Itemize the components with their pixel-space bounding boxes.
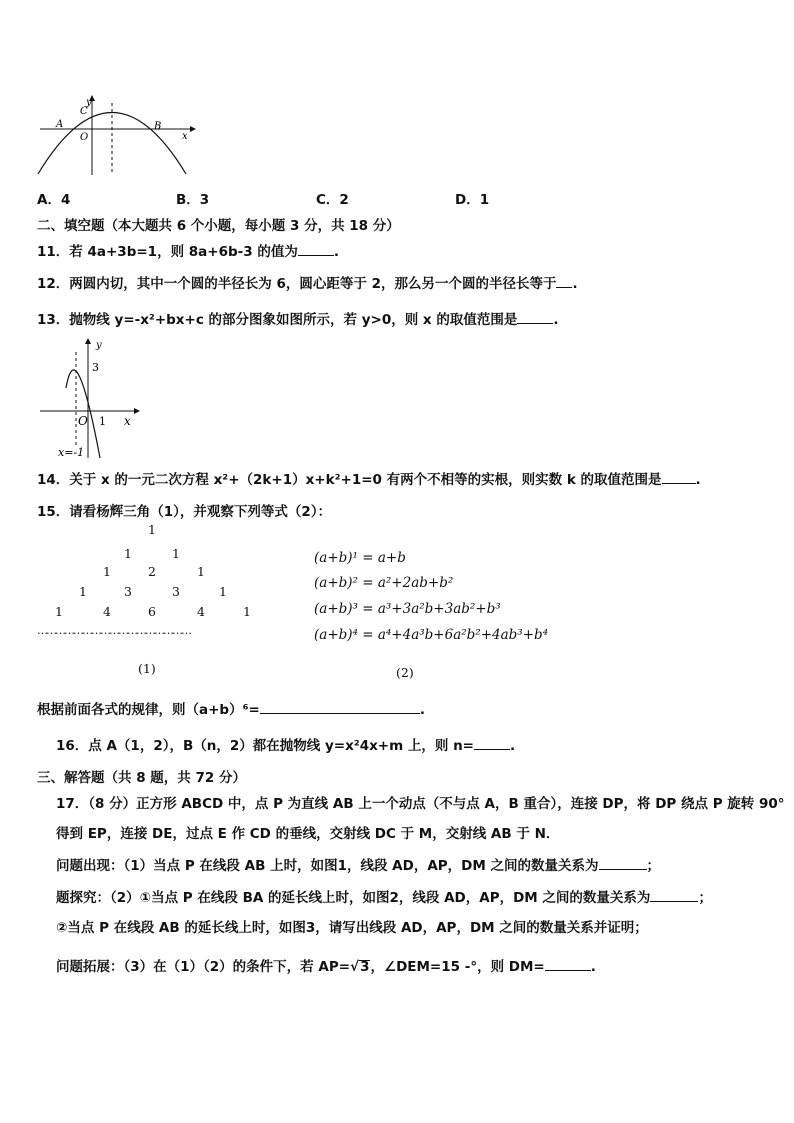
question-17-part-3-text-a: 问题拓展：（3）在（1）（2）的条件下，若 AP=	[56, 959, 351, 975]
option-a: A．4	[37, 192, 71, 208]
label-c: C	[80, 106, 88, 117]
question-17-part-2-text: 题探究：（2）①当点 P 在线段 BA 的延长线上时，如图2，线段 AD，AP，DM 之间的数量关系为	[56, 890, 651, 906]
question-17-part-2-tail: ；	[698, 890, 712, 906]
question-13-text: 13．抛物线 y=-x²+bx+c 的部分图象如图所示，若 y>0，则 x 的取值范围是	[37, 312, 518, 328]
triangle-row-4-item: 3	[124, 584, 132, 599]
question-17-line-2: 得到 EP，连接 DE，过点 E 作 CD 的垂线，交射线 DC 于 M，交射线 AB 于 N．	[56, 826, 560, 842]
question-17-part-3-text-b: ，∠DEM=15 -°，则 DM=	[370, 959, 545, 975]
triangle-row-5-item: 4	[103, 604, 111, 619]
triangle-row-2-item: 1	[172, 546, 180, 561]
question-13-tail: .	[553, 312, 559, 328]
label-y: y	[86, 97, 92, 108]
triangle-row-5-item: 4	[197, 604, 205, 619]
answer-blank-16	[474, 737, 510, 750]
y-axis-arrow	[85, 338, 91, 344]
question-15-rule-tail: .	[419, 702, 425, 718]
triangle-row-3-item: 1	[103, 564, 111, 579]
option-c: C．2	[316, 192, 349, 208]
label-three: 3	[92, 361, 99, 374]
parabola-graph-1	[36, 95, 196, 175]
question-17-part-3	[56, 955, 596, 975]
answer-blank-14	[662, 471, 696, 484]
parabola-graph-2	[36, 336, 146, 460]
answer-blank-11	[298, 243, 334, 256]
question-17-part-1	[56, 854, 660, 874]
answer-blank-17-1	[599, 857, 647, 870]
x-axis-arrow	[134, 408, 140, 414]
answer-blank-12	[556, 275, 572, 288]
triangle-continuation-dots: ……………………………………………	[37, 624, 190, 637]
answer-blank-13	[517, 311, 553, 324]
question-17-line-1: 17．（8 分）正方形 ABCD 中，点 P 为直线 AB 上一个动点（不与点 A，B 重合），连接 DP，将 DP 绕点 P 旋转 90°	[56, 796, 785, 812]
question-14	[37, 468, 701, 488]
section-3-heading: 三、解答题（共 8 题，共 72 分）	[37, 770, 246, 786]
question-16-tail: .	[510, 738, 516, 754]
answer-blank-15	[260, 701, 420, 714]
question-15-rule-text: 根据前面各式的规律，则（a+b）⁶=	[37, 702, 260, 718]
equation-3: (a+b)³ = a³+3a²b+3ab²+b³	[314, 601, 501, 617]
question-17-part-3-tail: .	[590, 959, 596, 975]
equation-4: (a+b)⁴ = a⁴+4a³b+6a²b²+4ab³+b⁴	[314, 627, 549, 643]
sqrt-symbol: √	[350, 959, 360, 975]
question-11-tail: .	[333, 244, 339, 260]
question-17-part-2b: ②当点 P 在线段 AB 的延长线上时，如图3，请写出线段 AD，AP，DM 之间的数量关系并证明；	[56, 920, 648, 936]
triangle-row-3-item: 2	[148, 564, 156, 579]
equation-1: (a+b)¹ = a+b	[314, 550, 406, 566]
label-o: O	[80, 132, 89, 143]
triangle-row-4-item: 1	[219, 584, 227, 599]
triangle-row-5-item: 6	[148, 604, 156, 619]
triangle-row-1-item: 1	[148, 522, 156, 537]
question-12-tail: .	[572, 276, 578, 292]
label-a: A	[56, 119, 64, 130]
triangle-row-5-item: 1	[243, 604, 251, 619]
label-b: B	[154, 121, 162, 132]
section-2-heading: 二、填空题（本大题共 6 个小题，每小题 3 分，共 18 分）	[37, 218, 400, 234]
question-14-tail: .	[695, 472, 701, 488]
answer-blank-17-3	[545, 958, 591, 971]
triangle-caption: (1)	[138, 661, 156, 676]
label-x: x	[124, 414, 131, 428]
question-12	[37, 272, 578, 292]
question-14-text: 14．关于 x 的一元二次方程 x²+（2k+1）x+k²+1=0 有两个不相等的实根，则实数 k 的取值范围是	[37, 472, 662, 488]
question-16	[56, 734, 515, 754]
option-d: D．1	[455, 192, 490, 208]
question-17-part-1-tail: ；	[646, 858, 661, 874]
question-17-part-1-text: 问题出现：（1）当点 P 在线段 AB 上时，如图1，线段 AD，AP，DM 之间的数量关系为	[56, 858, 599, 874]
triangle-row-2-item: 1	[124, 546, 132, 561]
option-b: B．3	[176, 192, 210, 208]
question-16-text: 16．点 A（1，2），B（n，2）都在抛物线 y=x²4x+m 上，则 n=	[56, 738, 474, 754]
question-15: 15．请看杨辉三角（1），并观察下列等式（2）：	[37, 504, 332, 520]
question-13	[37, 308, 558, 328]
equations-caption: (2)	[396, 665, 414, 680]
x-axis-arrow	[190, 126, 196, 132]
triangle-row-4-item: 3	[172, 584, 180, 599]
label-o: O	[78, 414, 88, 428]
sqrt-value: 3	[360, 959, 370, 975]
question-17-part-2	[56, 886, 712, 906]
answer-blank-17-2	[650, 889, 698, 902]
label-x-eq: x=-1	[58, 446, 85, 459]
label-y: y	[96, 340, 102, 351]
question-15-rule	[37, 698, 425, 718]
triangle-row-4-item: 1	[79, 584, 87, 599]
question-12-text: 12．两圆内切，其中一个圆的半径长为 6，圆心距等于 2，那么另一个圆的半径长等于	[37, 276, 557, 292]
question-11-text: 11．若 4a+3b=1，则 8a+6b-3 的值为	[37, 244, 298, 260]
question-11	[37, 240, 339, 260]
label-x: x	[182, 131, 188, 142]
label-one: 1	[99, 415, 106, 428]
triangle-row-3-item: 1	[197, 564, 205, 579]
triangle-row-5-item: 1	[55, 604, 63, 619]
equation-2: (a+b)² = a²+2ab+b²	[314, 575, 454, 591]
